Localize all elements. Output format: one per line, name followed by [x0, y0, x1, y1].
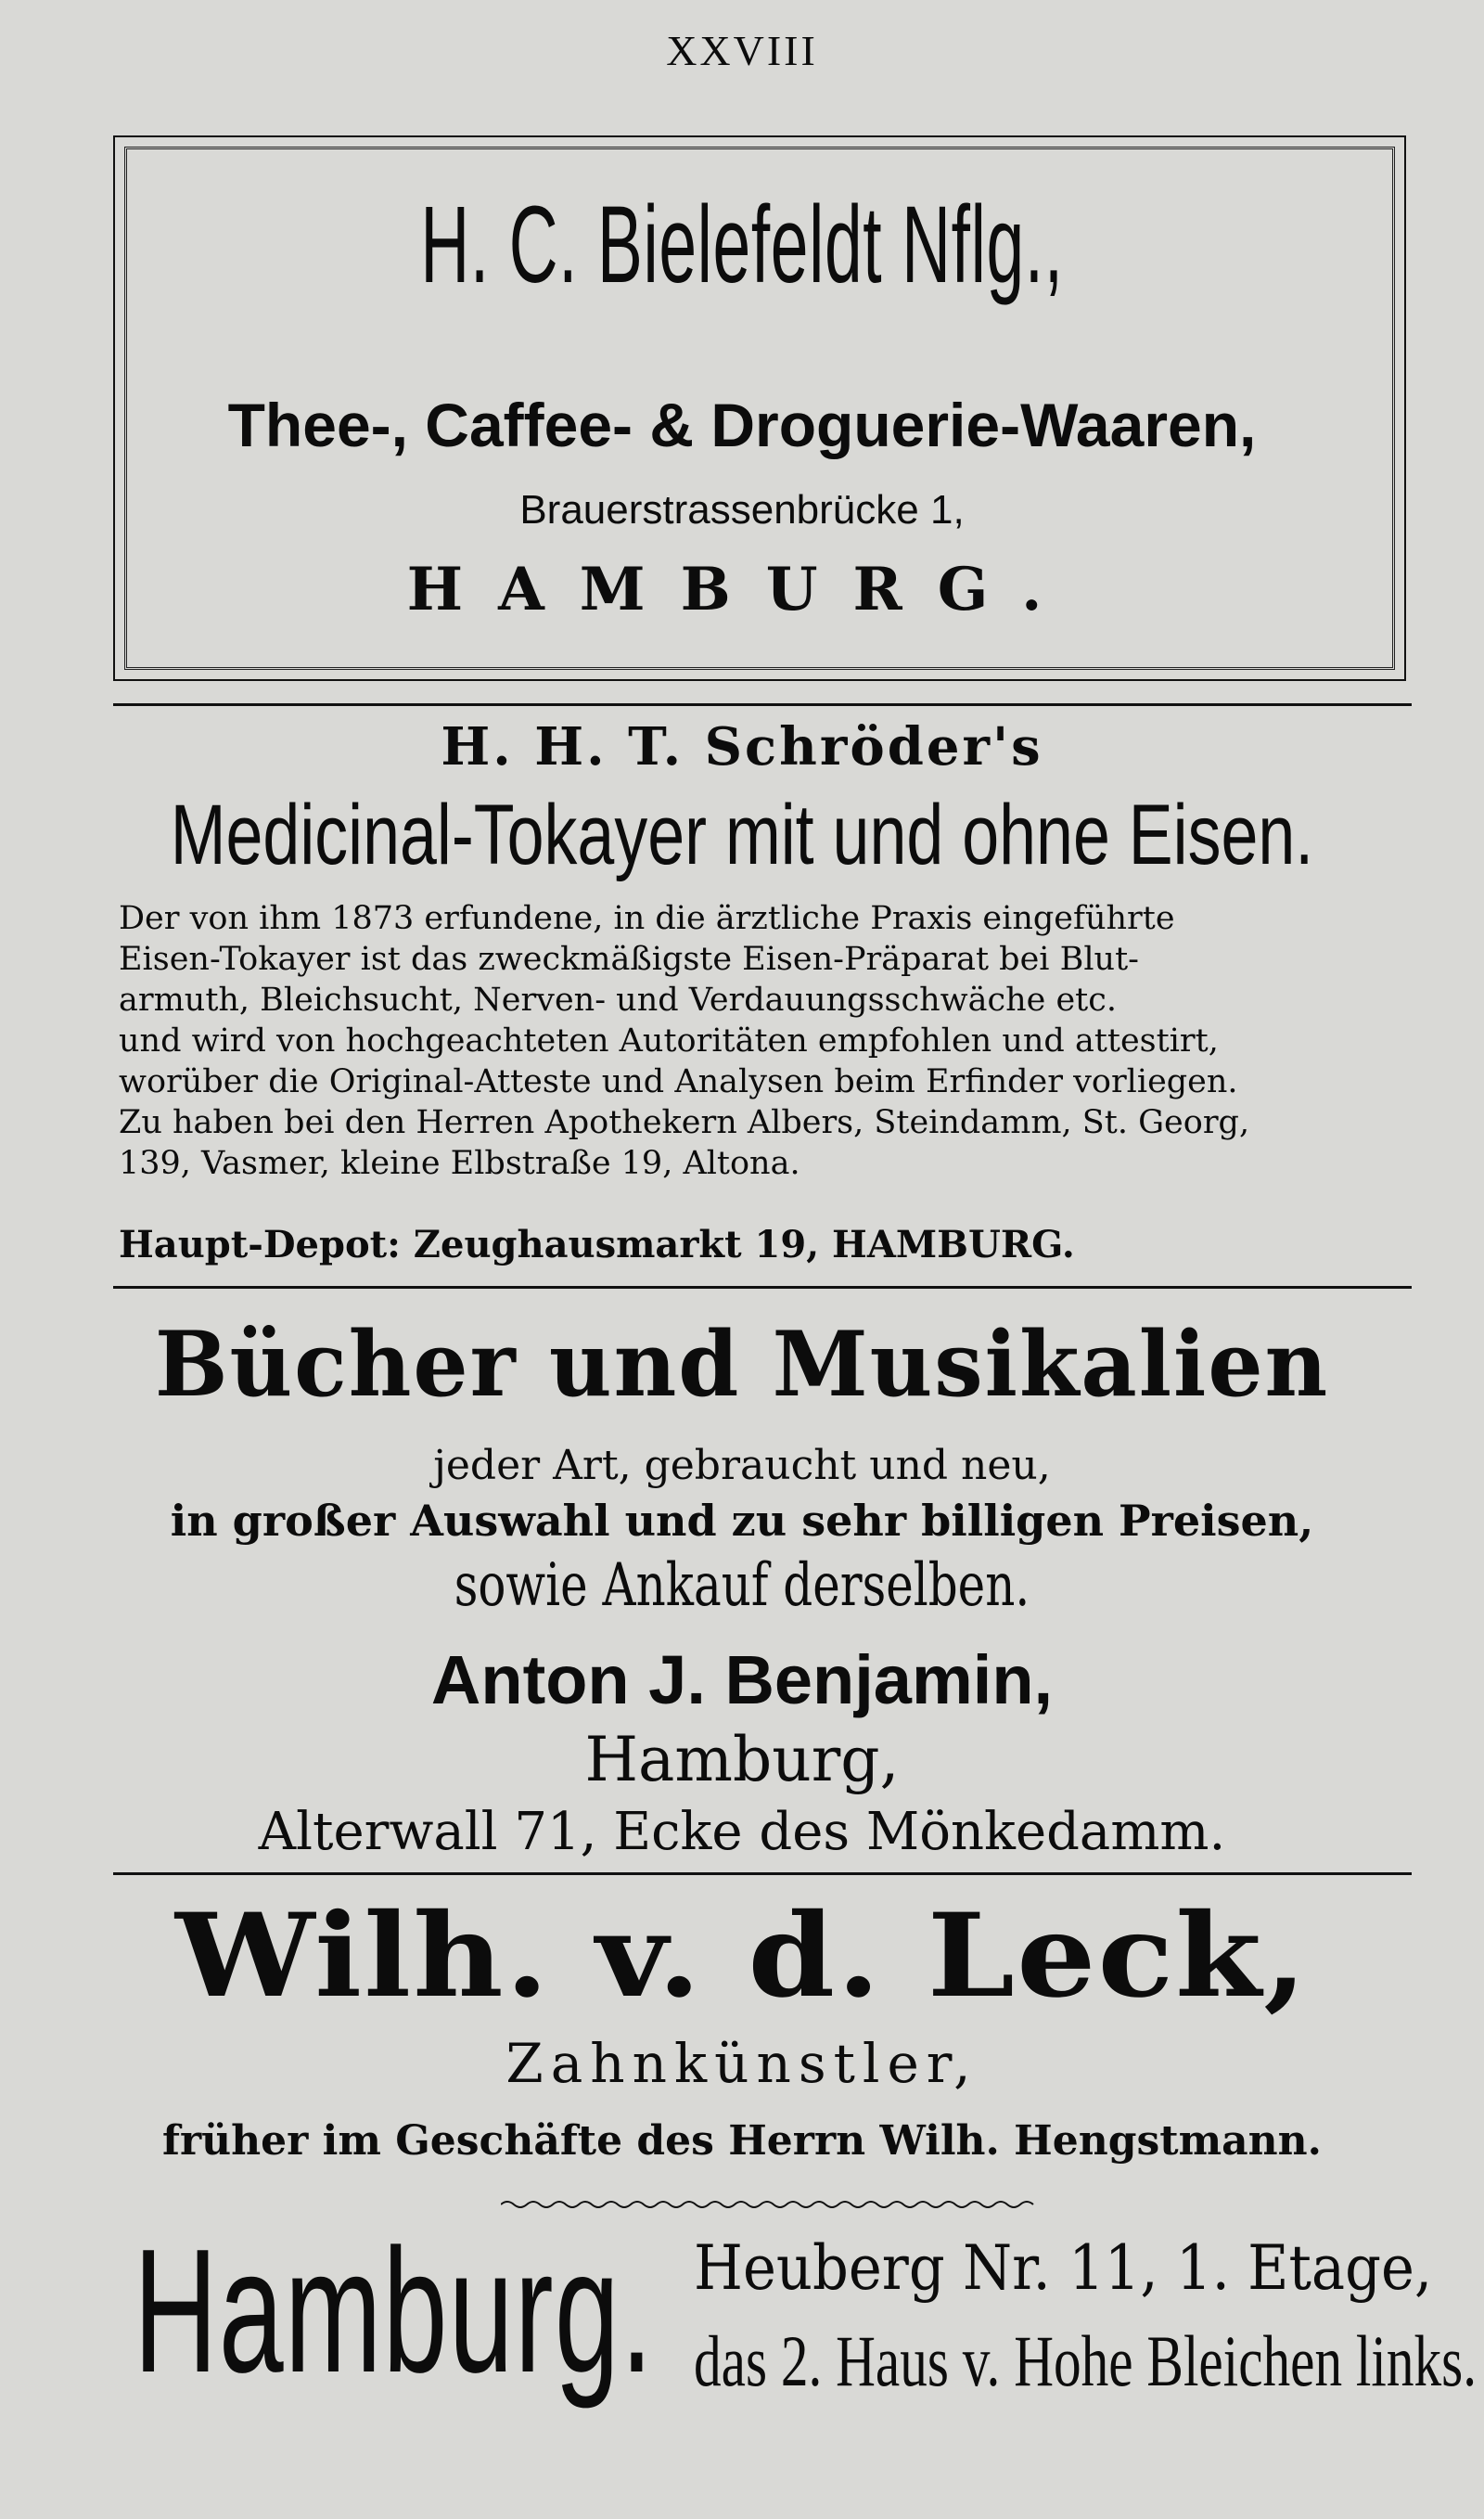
- ad-benjamin-address: Alterwall 71, Ecke des Mönkedamm.: [258, 1802, 1226, 1862]
- ad-schroeder-body-line: armuth, Bleichsucht, Nerven- und Verdauungsschwäche etc.: [119, 982, 1117, 1019]
- ad-bielefeldt-city: HAMBURG.: [406, 555, 1078, 624]
- ad-schroeder-name: H. H. T. Schröder's: [441, 716, 1043, 778]
- wavy-divider: [501, 2197, 1039, 2212]
- ad-benjamin-line-3: sowie Ankauf derselben.: [454, 1551, 1030, 1620]
- divider-2: [113, 1286, 1412, 1289]
- ad-schroeder-body-line: Eisen-Tokayer ist das zweckmäßigste Eisen-Präparat bei Blut-: [119, 941, 1139, 978]
- ad-leck-address-line-2: das 2. Haus v. Hohe Bleichen links.: [694, 2320, 1478, 2401]
- divider-1: [113, 703, 1412, 706]
- ad-leck-address-line-1: Heuberg Nr. 11, 1. Etage,: [694, 2232, 1433, 2304]
- ad-leck-name: Wilh. v. d. Leck,: [175, 1889, 1309, 2024]
- ad-schroeder-body-line: Zu haben bei den Herren Apothekern Albers, Steindamm, St. Georg,: [119, 1104, 1250, 1141]
- ad-schroeder-body-line: Der von ihm 1873 erfundene, in die ärztliche Praxis eingeführte: [119, 900, 1175, 937]
- ad-benjamin-line-2: in großer Auswahl und zu sehr billigen Preisen,: [170, 1496, 1314, 1546]
- ad-bielefeldt-goods: Thee-, Caffee- & Droguerie-Waaren,: [227, 391, 1257, 459]
- ad-bielefeldt-name: H. C. Bielefeldt Nflg.,: [420, 184, 1064, 306]
- ad-schroeder-title: Medicinal-Tokayer mit und ohne Eisen.: [170, 788, 1314, 882]
- ad-schroeder-body-line: 139, Vasmer, kleine Elbstraße 19, Altona.: [119, 1145, 800, 1182]
- ad-leck-former: früher im Geschäfte des Herrn Wilh. Hengstmann.: [162, 2117, 1322, 2165]
- divider-3: [113, 1872, 1412, 1875]
- ad-benjamin-heading: Bücher und Musikalien: [154, 1312, 1330, 1417]
- ad-schroeder-depot: Haupt-Depot: Zeughausmarkt 19, HAMBURG.: [119, 1223, 1075, 1266]
- ad-schroeder-body: [119, 898, 1408, 1184]
- ad-benjamin-line-1: jeder Art, gebraucht und neu,: [433, 1442, 1051, 1489]
- ad-schroeder-body-line: und wird von hochgeachteten Autoritäten empfohlen und attestirt,: [119, 1022, 1219, 1060]
- ad-leck-city: Hamburg.: [134, 2213, 655, 2410]
- ad-schroeder-body-line: worüber die Original-Atteste und Analysen beim Erfinder vorliegen.: [119, 1063, 1238, 1100]
- ad-leck-profession: Zahnkünstler,: [505, 2032, 979, 2095]
- page-number: XXVIII: [666, 27, 818, 74]
- ad-benjamin-city: Hamburg,: [584, 1724, 900, 1795]
- ad-benjamin-name: Anton J. Benjamin,: [430, 1641, 1054, 1718]
- ad-bielefeldt-street: Brauerstrassenbrücke 1,: [519, 487, 965, 533]
